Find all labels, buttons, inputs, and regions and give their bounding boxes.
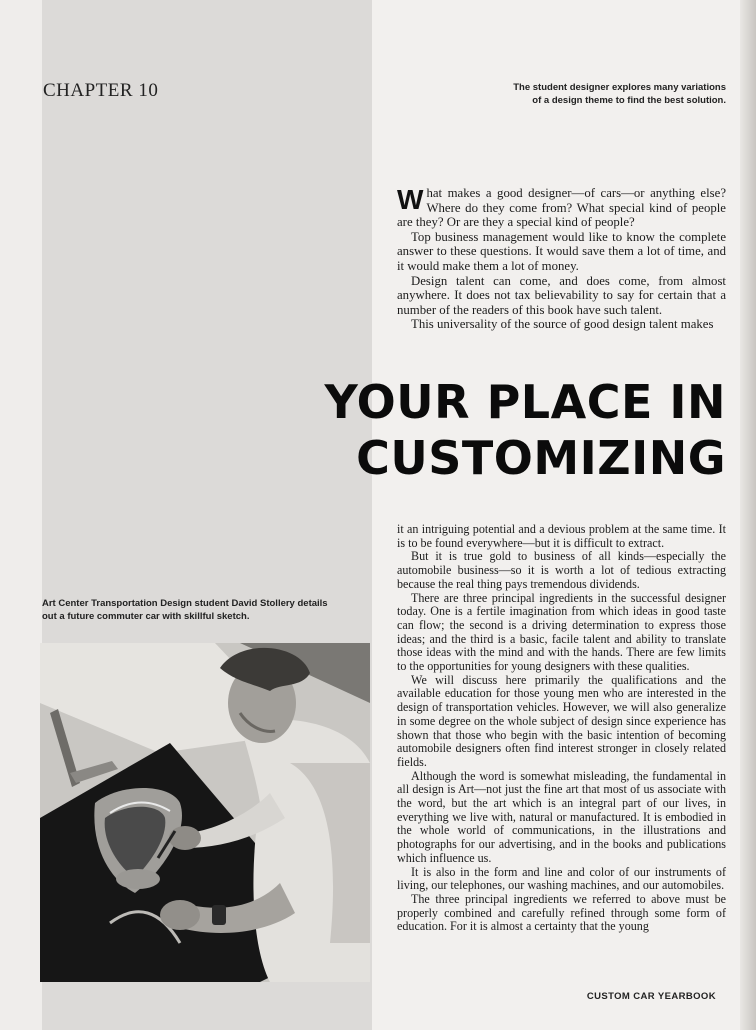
intro-paragraph-1-text: hat makes a good designer—of cars—or anything else? Where do they come from? What special kind of people are they? Or are they a special kind of people? — [397, 186, 726, 230]
photo-caption: Art Center Transportation Design student David Stollery details out a future commuter car with skillful sketch. — [42, 598, 328, 622]
body-paragraph-3: There are three principal ingredients in the successful designer today. One is a fertile imagination from which ideas in good taste can flow; the second is a driving determination to express those ideas; and the third is a basic, facile talent and ability to translate those ideas with the mind and with the hands. There are few limits to the opportunities for young designers with these qualities. — [397, 590, 726, 674]
student-sketching-photo — [40, 643, 370, 982]
body-paragraph-1: it an intriguing potential and a devious problem at the same time. It is to be found everywhere—but it is difficult to extract. — [397, 522, 726, 550]
top-caption: The student designer explores many variations of a design theme to find the best solution. — [513, 82, 726, 106]
intro-paragraph-1 — [397, 186, 726, 230]
body-paragraph-2: But it is true gold to business of all kinds—especially the automobile business—so it is worth a lot of tedious extracting because the real thing pays tremendous dividends. — [397, 549, 726, 591]
headline-line-1: YOUR PLACE IN — [324, 375, 726, 429]
intro-paragraph-4: This universality of the source of good design talent makes — [411, 317, 714, 332]
article-headline — [206, 374, 726, 486]
body-paragraph-6: It is also in the form and line and color of our instruments of living, our telephones, our washing machines, and our automobiles. — [397, 864, 726, 893]
chapter-label: CHAPTER 10 — [43, 80, 159, 101]
drop-cap: W — [397, 184, 424, 215]
page-gutter-shadow — [740, 0, 756, 1030]
page-margin-left — [0, 0, 42, 1030]
body-paragraph-4: We will discuss here primarily the qualifications and the available education for those young men who are interested in the design of transportation vehicles. However, we will also generalize in some degree on the whole subject of design since experience has shown that those who begin with the basic intention of becoming automobile designers often find interest stronger in closely related fields. — [397, 672, 726, 769]
intro-paragraph-3: Design talent can come, and does come, from almost anywhere. It does not tax believability to say for certain that a number of the readers of this book have such talent. — [397, 273, 726, 317]
body-text — [397, 523, 726, 934]
body-paragraph-5: Although the word is somewhat misleading, the fundamental in all design is Art—not just the fine art that most of us associate with the word, but the art which is an integral part of our lives, in everything we live with, natural or manufactured. It is embodied in the whole world of communications, in the illustrations and photographs for our advertising, and in the books and publications which influence us. — [397, 768, 726, 865]
body-paragraph-7: The three principal ingredients we referred to above must be properly combined and carefully refined through some form of education. For it is almost a certainty that the young — [397, 891, 726, 934]
headline-line-2: CUSTOMIZING — [356, 431, 726, 485]
intro-text — [397, 186, 726, 332]
intro-paragraph-2: Top business management would like to know the complete answer to these questions. It would save them a lot of time, and it would make them a lot of money. — [397, 229, 726, 273]
running-footer: CUSTOM CAR YEARBOOK — [586, 991, 716, 1002]
